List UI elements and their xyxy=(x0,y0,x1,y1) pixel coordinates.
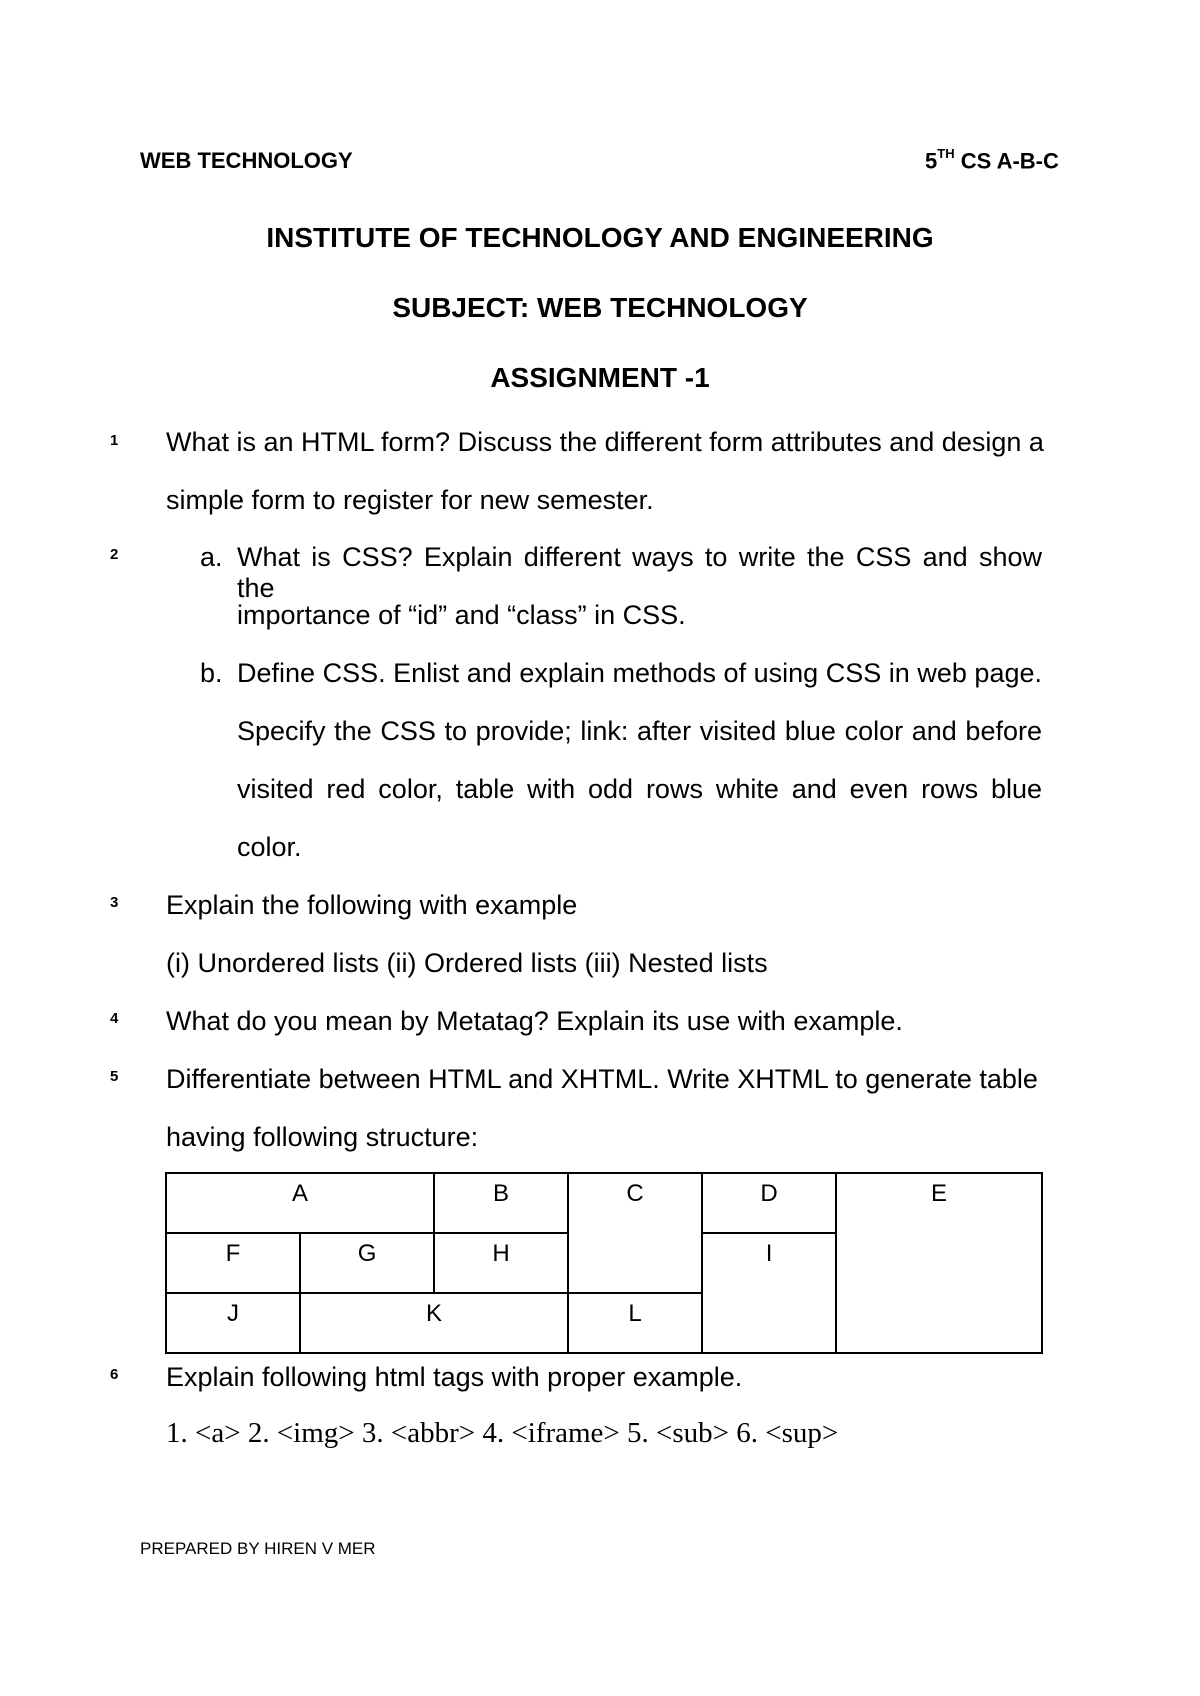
question-2b-label: b. xyxy=(200,658,223,688)
assignment-title: ASSIGNMENT -1 xyxy=(490,362,710,393)
question-4-number: 4 xyxy=(110,1010,119,1027)
header-right xyxy=(925,148,1059,174)
table-cell-e: E xyxy=(836,1173,1042,1353)
table-cell-k: K xyxy=(300,1293,568,1353)
question-4-line-1: What do you mean by Metatag? Explain its use with example. xyxy=(166,1006,903,1036)
table-row xyxy=(166,1173,1042,1233)
question-2b-line-3: visited red color, table with odd rows white and even rows blue xyxy=(237,774,1042,804)
question-2b-line-2: Specify the CSS to provide; link: after visited blue color and before xyxy=(237,716,1042,746)
table-cell-l: L xyxy=(568,1293,702,1353)
question-3-line-2: (i) Unordered lists (ii) Ordered lists (iii) Nested lists xyxy=(166,948,768,978)
question-5-line-2: having following structure: xyxy=(166,1122,479,1152)
question-2a-line-2: importance of “id” and “class” in CSS. xyxy=(237,600,686,630)
question-6-line-2: 1. <a> 2. <img> 3. <abbr> 4. <iframe> 5. <sub> 6. <sup> xyxy=(166,1417,839,1449)
question-3-number: 3 xyxy=(110,894,119,911)
table-cell-i: I xyxy=(702,1233,836,1353)
table-cell-h: H xyxy=(434,1233,568,1293)
table-cell-f: F xyxy=(166,1233,300,1293)
table-cell-b: B xyxy=(434,1173,568,1233)
question-6-number: 6 xyxy=(110,1366,119,1383)
question-1-line-2: simple form to register for new semester. xyxy=(166,485,654,515)
header-right-prefix: 5 xyxy=(925,148,938,174)
question-1-line-1: What is an HTML form? Discuss the different form attributes and design a xyxy=(166,427,1044,457)
question-5-line-1: Differentiate between HTML and XHTML. Write XHTML to generate table xyxy=(166,1064,1038,1094)
header-left: WEB TECHNOLOGY xyxy=(140,148,353,173)
question-2-number: 2 xyxy=(110,546,119,563)
question-2b-line-4: color. xyxy=(237,832,302,862)
question-5-number: 5 xyxy=(110,1068,119,1085)
footer-prepared-by: PREPARED BY HIREN V MER xyxy=(140,1539,376,1558)
question-6-line-1: Explain following html tags with proper example. xyxy=(166,1362,743,1392)
table-cell-j: J xyxy=(166,1293,300,1353)
table-cell-a: A xyxy=(166,1173,434,1233)
question-2b-line-1: Define CSS. Enlist and explain methods of using CSS in web page. xyxy=(237,658,1042,688)
question-2a-line-1: What is CSS? Explain different ways to write the CSS and show the xyxy=(237,542,1042,603)
table-cell-d: D xyxy=(702,1173,836,1233)
subject-title: SUBJECT: WEB TECHNOLOGY xyxy=(392,292,808,323)
structure-table xyxy=(165,1172,1043,1354)
table-cell-g: G xyxy=(300,1233,434,1293)
question-1-number: 1 xyxy=(110,432,119,449)
question-2a-label: a. xyxy=(200,542,223,572)
table-cell-c: C xyxy=(568,1173,702,1293)
header-right-suffix: CS A-B-C xyxy=(954,148,1059,174)
question-3-line-1: Explain the following with example xyxy=(166,890,578,920)
institute-title: INSTITUTE OF TECHNOLOGY AND ENGINEERING xyxy=(266,222,934,253)
header-right-sup: TH xyxy=(937,146,955,161)
